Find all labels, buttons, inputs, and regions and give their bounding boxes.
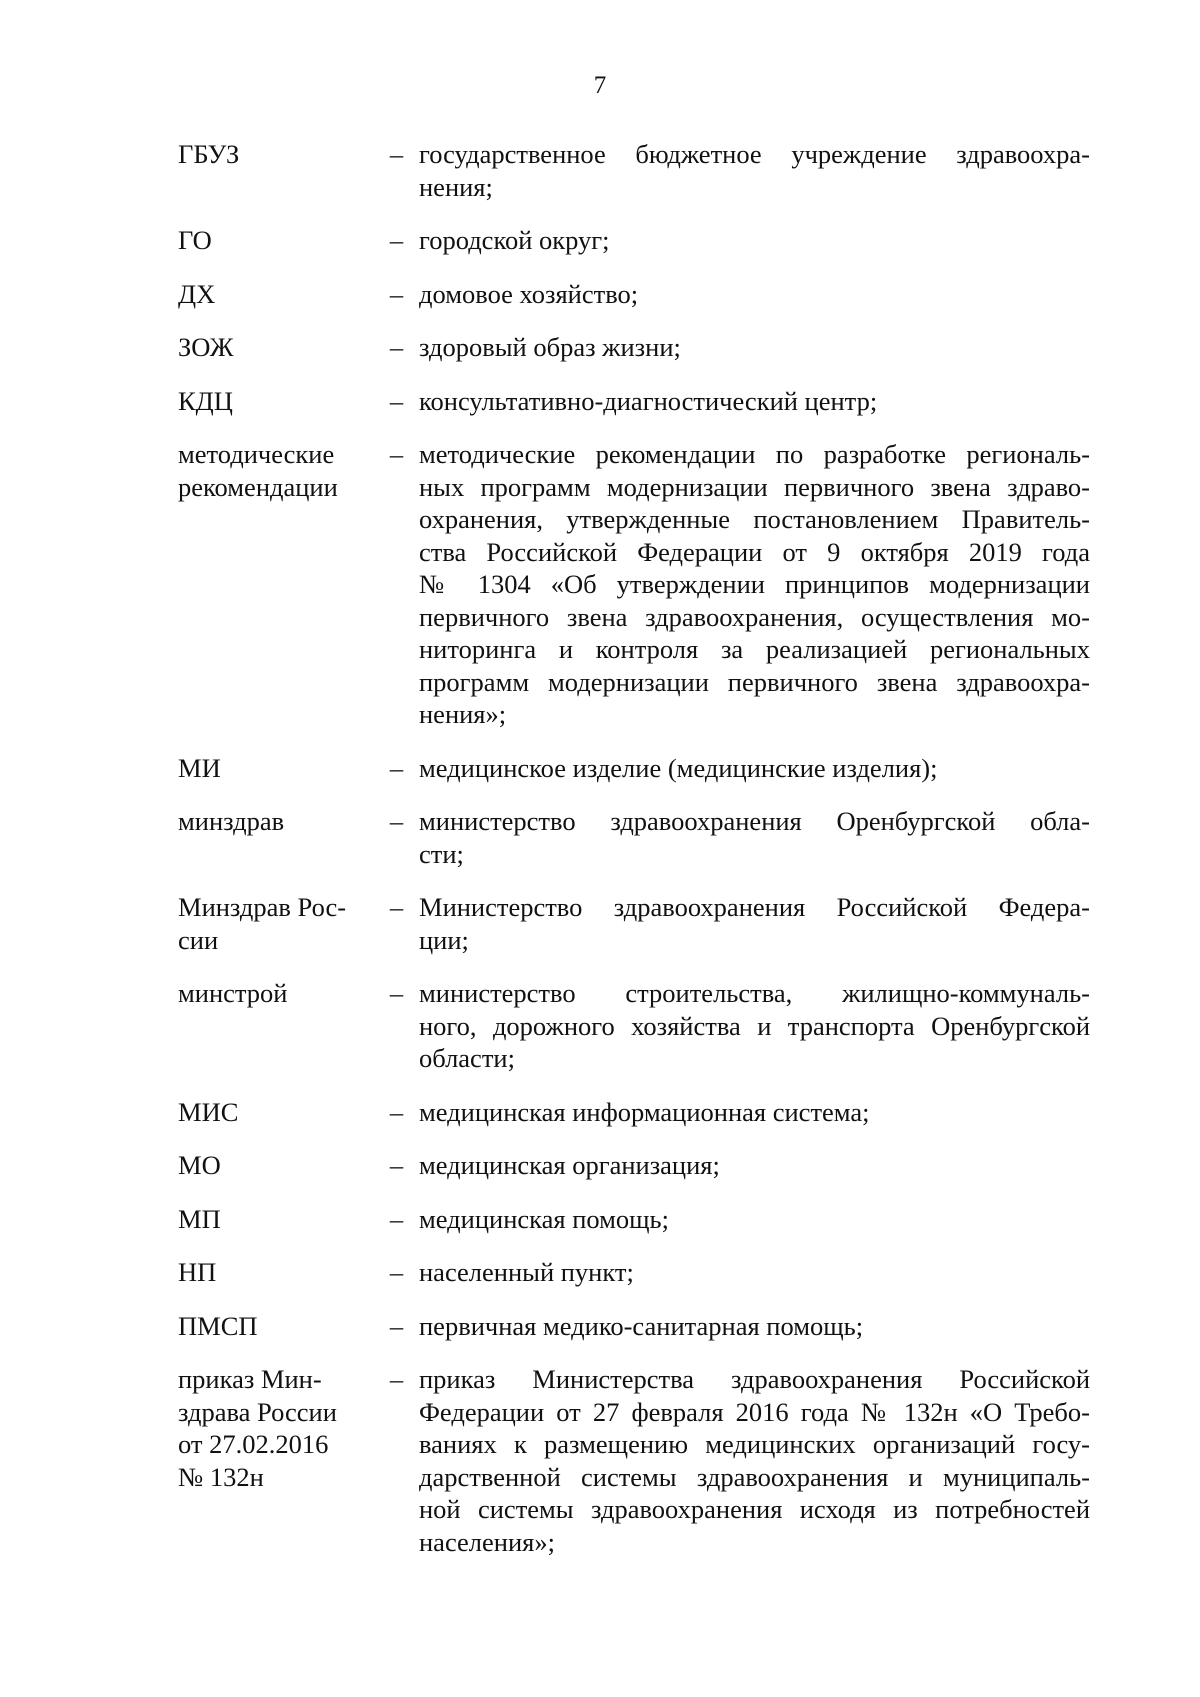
definition-line: первичного звена здравоохранения, осуществления мо-: [419, 601, 1090, 632]
definition-line: медицинская организация;: [419, 1150, 720, 1180]
definition-line: охранения, утвержденные постановлением Правитель-: [419, 504, 1090, 534]
glossary-definition: [419, 385, 1090, 418]
glossary-term: [178, 752, 374, 785]
definition-line: ниторинга и контроля за реализацией региональных: [419, 634, 1090, 664]
definition-line: первичная медико-санитарная помощь;: [419, 1310, 864, 1341]
glossary-definition: [419, 1096, 1090, 1129]
definition-line: медицинское изделие (медицинские изделия);: [419, 752, 938, 783]
glossary-definition: [419, 278, 1090, 311]
definition-line: населенный пункт;: [419, 1257, 634, 1287]
glossary-term: [178, 138, 374, 171]
glossary-term: [178, 977, 374, 1010]
glossary-entry: [178, 331, 1090, 364]
definition-line: медицинская помощь;: [419, 1203, 670, 1234]
term-line: минздрав: [178, 806, 285, 836]
term-line: рекомендации: [178, 471, 338, 502]
glossary-term: [178, 1149, 374, 1182]
definition-line: методические рекомендации по разработке региональ-: [419, 439, 1090, 469]
term-line: сии: [178, 924, 219, 955]
glossary-dash: –: [389, 225, 404, 255]
term-line: МП: [178, 1203, 221, 1234]
glossary-definition: [419, 1310, 1090, 1343]
definition-line: программ модернизации первичного звена здравоохра-: [419, 666, 1090, 697]
definition-line: ваниях к размещению медицинских организаций госу-: [419, 1429, 1090, 1459]
definition-line: ной системы здравоохранения исходя из потребностей: [419, 1494, 1090, 1524]
glossary-dash: –: [389, 278, 404, 309]
glossary-dash: –: [389, 1096, 404, 1127]
term-line: здрава России: [178, 1396, 337, 1427]
definition-line: ции;: [419, 924, 469, 955]
glossary-entry: [178, 138, 1090, 203]
glossary-entry: [178, 1096, 1090, 1129]
glossary-definition: [419, 438, 1090, 731]
glossary-term: [178, 331, 374, 364]
definition-line: здоровый образ жизни;: [419, 332, 681, 362]
definition-line: сти;: [419, 838, 464, 869]
glossary-entry: [178, 224, 1090, 257]
glossary-entry: [178, 977, 1090, 1075]
glossary-term: [178, 1256, 374, 1289]
definition-line: населения»;: [419, 1526, 555, 1557]
glossary-definition: [419, 1256, 1090, 1289]
glossary-entry: [178, 385, 1090, 418]
definition-line: домовое хозяйство;: [419, 278, 639, 309]
glossary-entry: [178, 278, 1090, 311]
glossary-definition: [419, 752, 1090, 785]
definition-line: Министерство здравоохранения Российской Федера-: [419, 892, 1090, 922]
glossary-definition: [419, 138, 1090, 203]
term-line: МИС: [178, 1096, 239, 1127]
glossary-definition: [419, 1203, 1090, 1236]
glossary-dash: –: [389, 752, 404, 783]
term-line: ЗОЖ: [178, 332, 234, 362]
abbreviations-list: [178, 138, 1090, 1579]
term-line: ГБУЗ: [178, 139, 240, 169]
glossary-dash: –: [389, 1364, 404, 1394]
term-line: минстрой: [178, 978, 288, 1008]
glossary-term: [178, 891, 374, 956]
glossary-entry: [178, 891, 1090, 956]
definition-line: городской округ;: [419, 225, 610, 255]
glossary-dash: –: [389, 1203, 404, 1234]
glossary-definition: [419, 977, 1090, 1075]
glossary-term: [178, 1096, 374, 1129]
term-line: ДХ: [178, 278, 216, 309]
term-line: № 132н: [178, 1461, 264, 1492]
glossary-dash: –: [389, 139, 404, 169]
glossary-term: [178, 1363, 374, 1493]
term-line: КДЦ: [178, 385, 233, 416]
glossary-dash: –: [389, 806, 404, 836]
glossary-term: [178, 1203, 374, 1236]
glossary-term: [178, 805, 374, 838]
glossary-entry: [178, 1363, 1090, 1558]
glossary-term: [178, 438, 374, 503]
definition-line: Федерации от 27 февраля 2016 года № 132н «О Требо-: [419, 1396, 1090, 1427]
term-line: ПМСП: [178, 1310, 258, 1341]
glossary-dash: –: [389, 1310, 404, 1341]
term-line: ГО: [178, 225, 212, 255]
glossary-entry: [178, 1203, 1090, 1236]
term-line: МИ: [178, 752, 221, 783]
definition-line: приказ Министерства здравоохранения Российской: [419, 1364, 1090, 1394]
glossary-dash: –: [389, 439, 404, 469]
glossary-dash: –: [389, 1257, 404, 1287]
glossary-definition: [419, 1363, 1090, 1558]
glossary-term: [178, 224, 374, 257]
glossary-definition: [419, 224, 1090, 257]
glossary-entry: [178, 438, 1090, 731]
glossary-dash: –: [389, 385, 404, 416]
glossary-definition: [419, 1149, 1090, 1182]
term-line: НП: [178, 1257, 217, 1287]
definition-line: консультативно-диагностический центр;: [419, 385, 878, 416]
glossary-definition: [419, 891, 1090, 956]
glossary-dash: –: [389, 332, 404, 362]
definition-line: ства Российской Федерации от 9 октября 2019 года: [419, 536, 1090, 567]
glossary-definition: [419, 805, 1090, 870]
term-line: приказ Мин-: [178, 1364, 322, 1394]
glossary-entry: [178, 1149, 1090, 1182]
definition-line: нения;: [419, 171, 493, 202]
glossary-term: [178, 278, 374, 311]
term-line: от 27.02.2016: [178, 1429, 329, 1459]
term-line: Минздрав Рос-: [178, 892, 347, 922]
term-line: методические: [178, 439, 335, 469]
definition-line: области;: [419, 1043, 515, 1073]
definition-line: министерство здравоохранения Оренбургской обла-: [419, 806, 1090, 836]
definition-line: дарственной системы здравоохранения и муниципаль-: [419, 1461, 1090, 1492]
definition-line: министерство строительства, жилищно-коммуналь-: [419, 978, 1090, 1008]
definition-line: медицинская информационная система;: [419, 1096, 870, 1127]
term-line: МО: [178, 1150, 221, 1180]
page-number: 7: [593, 72, 607, 99]
definition-line: № 1304 «Об утверждении принципов модернизации: [419, 569, 1090, 599]
glossary-term: [178, 1310, 374, 1343]
glossary-entry: [178, 752, 1090, 785]
glossary-dash: –: [389, 1150, 404, 1180]
glossary-entry: [178, 1256, 1090, 1289]
glossary-term: [178, 385, 374, 418]
glossary-definition: [419, 331, 1090, 364]
glossary-dash: –: [389, 892, 404, 922]
glossary-entry: [178, 805, 1090, 870]
definition-line: государственное бюджетное учреждение здравоохра-: [419, 139, 1090, 169]
glossary-dash: –: [389, 978, 404, 1008]
definition-line: ного, дорожного хозяйства и транспорта Оренбургской: [419, 1010, 1090, 1041]
glossary-entry: [178, 1310, 1090, 1343]
definition-line: ных программ модернизации первичного звена здраво-: [419, 471, 1090, 502]
definition-line: нения»;: [419, 699, 507, 729]
